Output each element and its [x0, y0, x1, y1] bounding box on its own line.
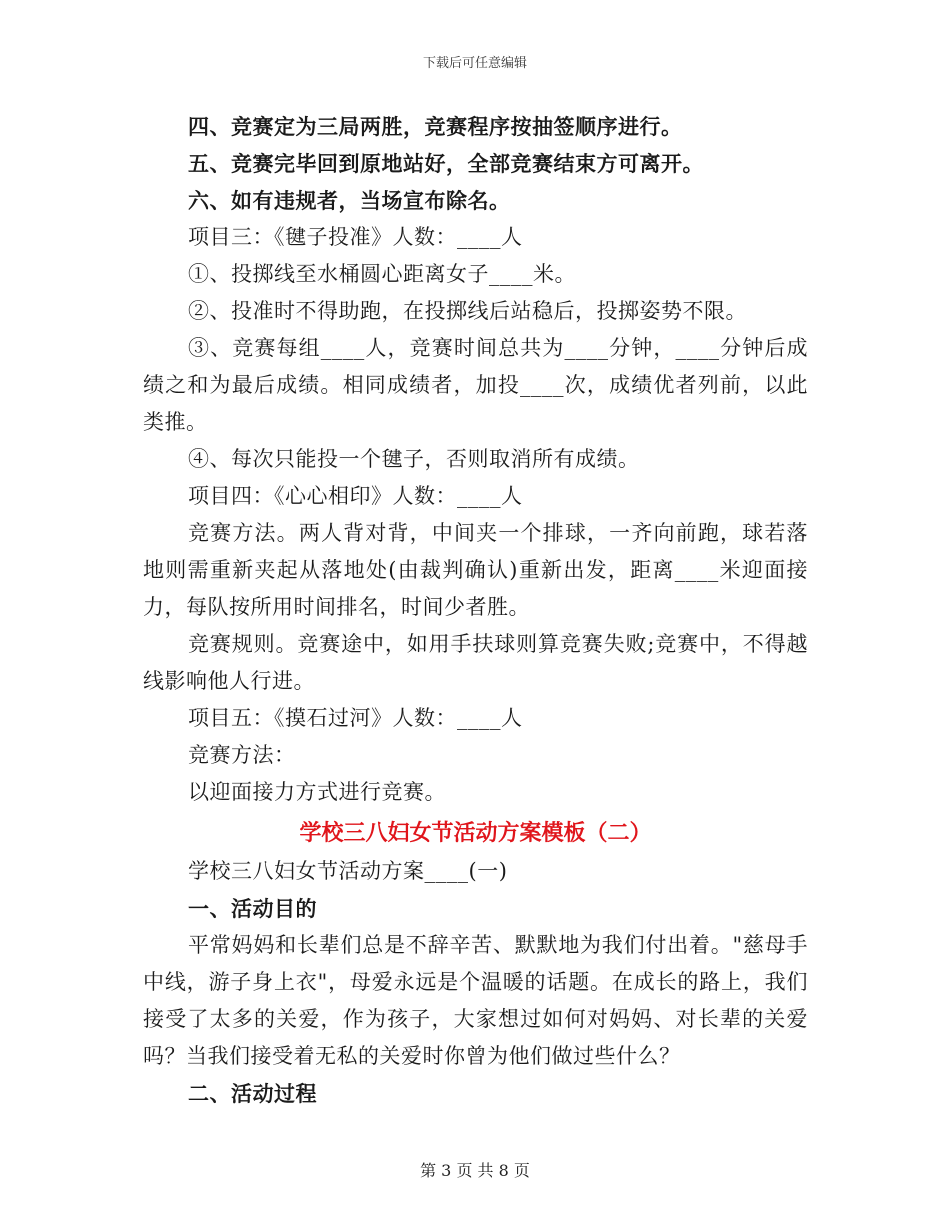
- activity-purpose-text: 平常妈妈和长辈们总是不辞辛苦、默默地为我们付出着。"慈母手中线，游子身上衣"，母爱永远是个温暖的话题。在成长的路上，我们接受了太多的关爱，作为孩子，大家想过如何对妈妈、对长辈的关爱吗？当我们接受着无私的关爱时你曾为他们做过些什么？: [143, 933, 808, 1068]
- project-five-method: 以迎面接力方式进行竞赛。: [188, 780, 446, 804]
- section-title: 学校三八妇女节活动方案模板（二）: [299, 820, 652, 846]
- project-five-heading: 项目五：《摸石过河》人数：____人: [188, 706, 523, 730]
- rule-four: 四、竞赛定为三局两胜，竞赛程序按抽签顺序进行。: [188, 114, 683, 139]
- section-subtitle: 学校三八妇女节活动方案____(一): [188, 859, 508, 883]
- project-three-rule-2: ②、投准时不得助跑，在投掷线后站稳后，投掷姿势不限。: [188, 299, 747, 323]
- activity-purpose-heading: 一、活动目的: [188, 896, 317, 921]
- project-three-heading: 项目三：《毽子投准》人数：____人: [188, 225, 523, 249]
- activity-process-heading: 二、活动过程: [188, 1081, 317, 1106]
- page-header: 下载后可任意编辑: [422, 56, 527, 71]
- project-four-heading: 项目四：《心心相印》人数：____人: [188, 484, 523, 508]
- project-four-method: 竞赛方法。两人背对背，中间夹一个排球，一齐向前跑，球若落地则需重新夹起从落地处(由裁判确认)重新出发，距离____米迎面接力，每队按所用时间排名，时间少者胜。: [143, 521, 808, 619]
- project-three-rule-3: ③、竞赛每组____人，竞赛时间总共为____分钟，____分钟后成绩之和为最后成绩。相同成绩者，加投____次，成绩优者列前，以此类推。: [143, 336, 808, 434]
- rule-six: 六、如有违规者，当场宣布除名。: [188, 188, 511, 213]
- project-five-method-label: 竞赛方法：: [188, 743, 296, 767]
- document-body: [143, 108, 808, 1112]
- project-three-rule-4: ④、每次只能投一个毽子，否则取消所有成绩。: [188, 447, 640, 471]
- project-three-rule-1: ①、投掷线至水桶圆心距离女子____米。: [188, 262, 576, 286]
- page-footer: 第 3 页 共 8 页: [420, 1161, 530, 1180]
- project-four-rules: 竞赛规则。竞赛途中，如用手扶球则算竞赛失败;竞赛中，不得越线影响他人行进。: [143, 632, 808, 693]
- rule-five: 五、竞赛完毕回到原地站好，全部竞赛结束方可离开。: [188, 151, 704, 176]
